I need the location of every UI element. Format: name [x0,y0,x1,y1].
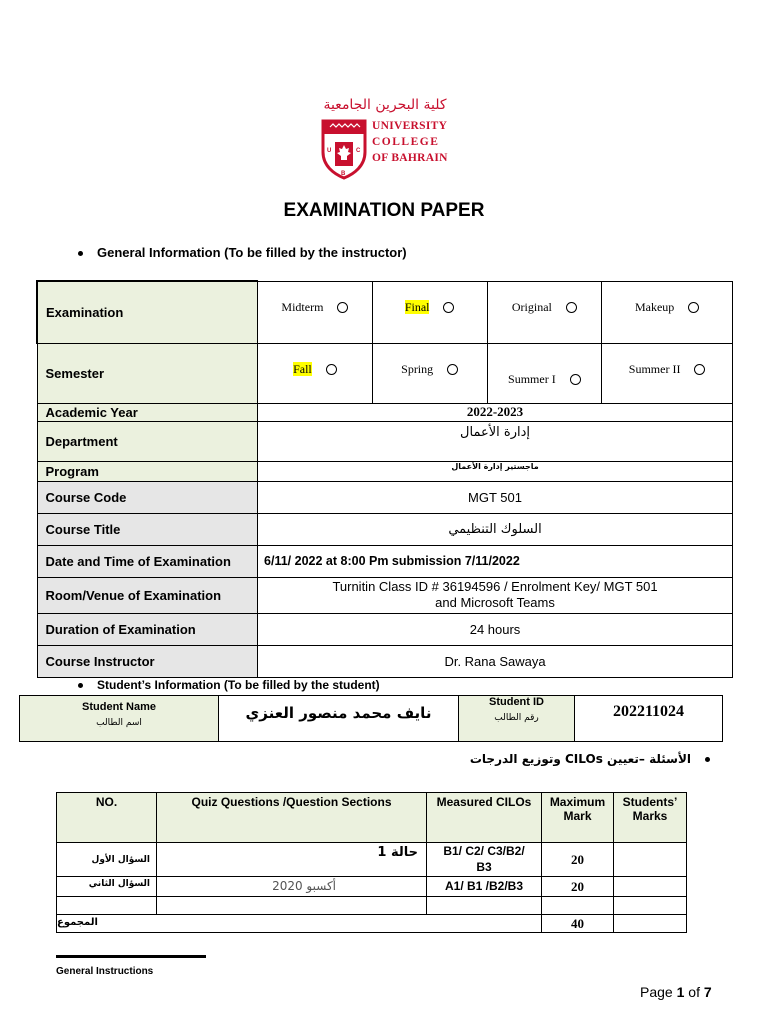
col-header-no: NO. [57,793,157,843]
bullet-icon [78,251,83,256]
radio-icon[interactable] [694,364,705,375]
examination-label: Examination [37,281,258,343]
svg-text:C: C [356,148,361,154]
room-label: Room/Venue of Examination [37,577,258,613]
student-id-label: Student ID رقم الطالب [459,696,575,742]
course-code-label: Course Code [37,481,258,513]
cilos-cell: B1/ C2/ C3/B2/ B3 [427,843,542,877]
student-name-value[interactable]: نايف محمد منصور العنزي [219,696,459,742]
col-header-max-mark: Maximum Mark [542,793,614,843]
semester-option-summer-2[interactable]: Summer II [602,343,733,403]
department-value: إدارة الأعمال [258,421,733,461]
exam-option-makeup[interactable]: Makeup [602,281,733,343]
logo-arabic-name: كلية البحرين الجامعية [323,97,447,113]
marks-cell[interactable] [614,877,687,897]
course-title-label: Course Title [37,513,258,545]
shield-icon [320,118,368,180]
general-info-table [36,280,733,678]
academic-year-value: 2022-2023 [258,403,733,421]
svg-text:U: U [327,148,332,154]
section-divider [56,955,206,958]
program-label: Program [37,461,258,481]
table-row [57,897,687,915]
page-number: Page 1 of 7 [640,984,712,1000]
col-header-questions: Quiz Questions /Question Sections [157,793,427,843]
radio-icon[interactable] [443,302,454,313]
academic-year-label: Academic Year [37,403,258,421]
quiz-questions-table [56,792,687,933]
radio-icon[interactable] [688,302,699,313]
student-id-value[interactable]: 202211024 [575,696,723,742]
total-marks-cell[interactable] [614,915,687,933]
instructor-label: Course Instructor [37,645,258,677]
col-header-cilos: Measured CILOs [427,793,542,843]
university-logo [318,96,453,186]
course-title-value: السلوك التنظيمي [258,513,733,545]
student-name-label: Student Name اسم الطالب [20,696,219,742]
program-value: ماجستير إدارة الأعمال [258,461,733,481]
marks-cell[interactable] [614,897,687,915]
radio-icon[interactable] [566,302,577,313]
instructor-value: Dr. Rana Sawaya [258,645,733,677]
department-label: Department [37,421,258,461]
total-value: 40 [542,915,614,933]
exam-option-original[interactable]: Original [487,281,602,343]
exam-option-final[interactable]: Final [372,281,487,343]
general-instructions-heading: General Instructions [56,966,154,977]
col-header-students-marks: Students’ Marks [614,793,687,843]
radio-icon[interactable] [337,302,348,313]
logo-text: UNIVERSITY COLLEGE OF BAHRAIN [372,120,448,164]
duration-value: 24 hours [258,613,733,645]
semester-option-fall[interactable]: Fall [258,343,373,403]
exam-option-midterm[interactable]: Midterm [258,281,373,343]
date-label: Date and Time of Examination [37,545,258,577]
room-value: Turnitin Class ID # 36194596 / Enrolment Key/ MGT 501 and Microsoft Teams [258,577,733,613]
student-info-heading: Student’s Information (To be filled by the student) [78,678,380,692]
radio-icon[interactable] [570,374,581,385]
bullet-icon [705,757,710,762]
table-row: السؤال الثاني أكسبو 2020 A1/ B1 /B2/B3 20 [57,877,687,897]
total-label: المجموع [57,915,542,933]
total-row [57,915,687,933]
semester-option-summer-1[interactable]: Summer I [487,343,602,403]
course-code-value: MGT 501 [258,481,733,513]
radio-icon[interactable] [447,364,458,375]
semester-option-spring[interactable]: Spring [372,343,487,403]
page-title: EXAMINATION PAPER [283,200,485,221]
svg-text:B: B [341,171,346,177]
duration-label: Duration of Examination [37,613,258,645]
cilos-heading: الأسئلة –تعيين CILOs وتوزيع الدرجات [430,752,710,766]
date-value: 6/11/ 2022 at 8:00 Pm submission 7/11/2022 [258,545,733,577]
general-info-heading: General Information (To be filled by the instructor) [78,245,407,260]
radio-icon[interactable] [326,364,337,375]
bullet-icon [78,683,83,688]
marks-cell[interactable] [614,843,687,877]
table-row: السؤال الأول حالة 1 B1/ C2/ C3/B2/ B3 20 [57,843,687,877]
student-info-table [19,695,723,742]
semester-label: Semester [37,343,258,403]
